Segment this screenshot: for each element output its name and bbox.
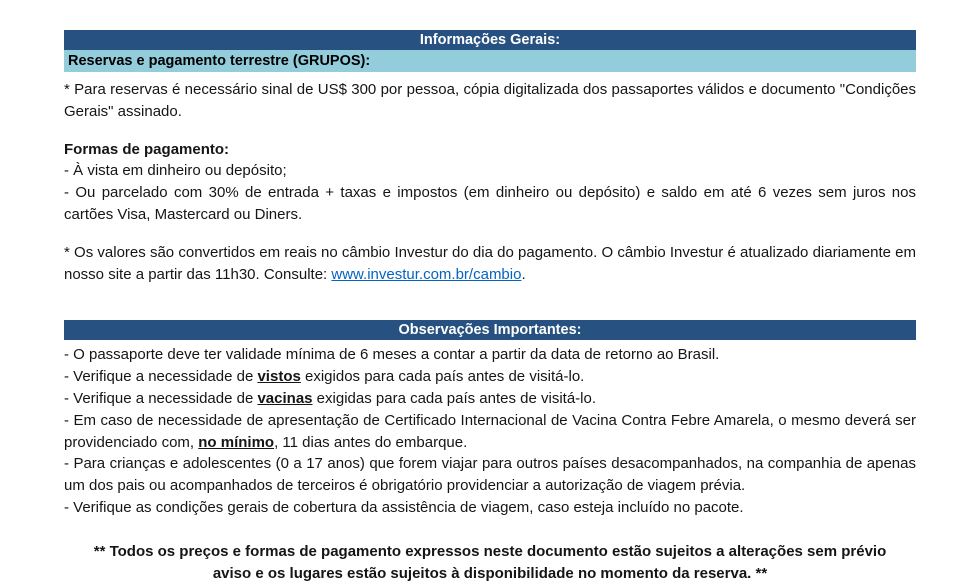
observacao-item — [64, 388, 916, 410]
paragraph-forma-parcelado: - Ou parcelado com 30% de entrada + taxas e impostos (em dinheiro ou depósito) e saldo em até 6 vezes sem juros nos cartões Visa, Mastercard ou Diners. — [64, 184, 916, 223]
paragraph-forma-avista: - À vista em dinheiro ou depósito; — [64, 162, 287, 180]
text-run: exigidos para cada país antes de visitá-lo. — [300, 368, 585, 386]
paragraph-cambio-investur — [64, 242, 916, 286]
text-run: - Em caso de necessidade de apresentação de Certificado Internacional de Vacina Contra Febre Amarela, o mesmo deverá ser providenciado com, — [64, 411, 916, 451]
section-header-informacoes-gerais: Informações Gerais: — [64, 30, 916, 50]
footer-disclaimer: ** Todos os preços e formas de pagamento expressos neste documento estão sujeitos a alterações sem prévio aviso e os lugares estão sujeitos à disponibilidade no momento da reserva. ** — [93, 542, 887, 583]
text-run: - Verifique a necessidade de — [64, 389, 258, 407]
section-header-observacoes-importantes: Observações Importantes: — [64, 320, 916, 340]
observacao-item — [64, 344, 916, 366]
observacao-item — [64, 410, 916, 454]
text-run: - Verifique a necessidade de — [64, 368, 258, 386]
observacao-item — [64, 497, 916, 519]
text-run: * Os valores são convertidos em reais no câmbio Investur do dia do pagamento. O câmbio Investur é atualizado diariamente em nosso site a partir das 11h30. Consulte: — [64, 243, 916, 283]
subsection-header-reservas-pagamento: Reservas e pagamento terrestre (GRUPOS): — [64, 50, 916, 72]
label-formas-pagamento: Formas de pagamento: — [64, 140, 230, 158]
hyperlink-cambio[interactable]: www.investur.com.br/cambio — [331, 265, 522, 283]
text-run: vistos — [257, 368, 301, 386]
text-run: - Para crianças e adolescentes (0 a 17 anos) que forem viajar para outros países desacompanhados, na companhia de apenas um dos pais ou acompanhados de terceiros é obrigatório providenciar a autorização de viagem prévia. — [64, 455, 916, 495]
text-run: no mínimo — [198, 433, 275, 451]
text-run: vacinas — [257, 389, 313, 407]
text-run: - O passaporte deve ter validade mínima de 6 meses a contar a partir da data de retorno ao Brasil. — [64, 346, 720, 364]
text-run: , 11 dias antes do embarque. — [274, 433, 468, 451]
text-run: exigidas para cada país antes de visitá-lo. — [312, 389, 597, 407]
observacao-item — [64, 453, 916, 497]
observacao-item — [64, 366, 916, 388]
text-run: - Verifique as condições gerais de cobertura da assistência de viagem, caso esteja incluído no pacote. — [64, 498, 744, 516]
observacoes-list — [64, 344, 916, 518]
paragraph-reserva-sinal: * Para reservas é necessário sinal de US$ 300 por pessoa, cópia digitalizada dos passaportes válidos e documento "Condições Gerais" assinado. — [64, 81, 916, 120]
text-run: . — [521, 265, 526, 283]
